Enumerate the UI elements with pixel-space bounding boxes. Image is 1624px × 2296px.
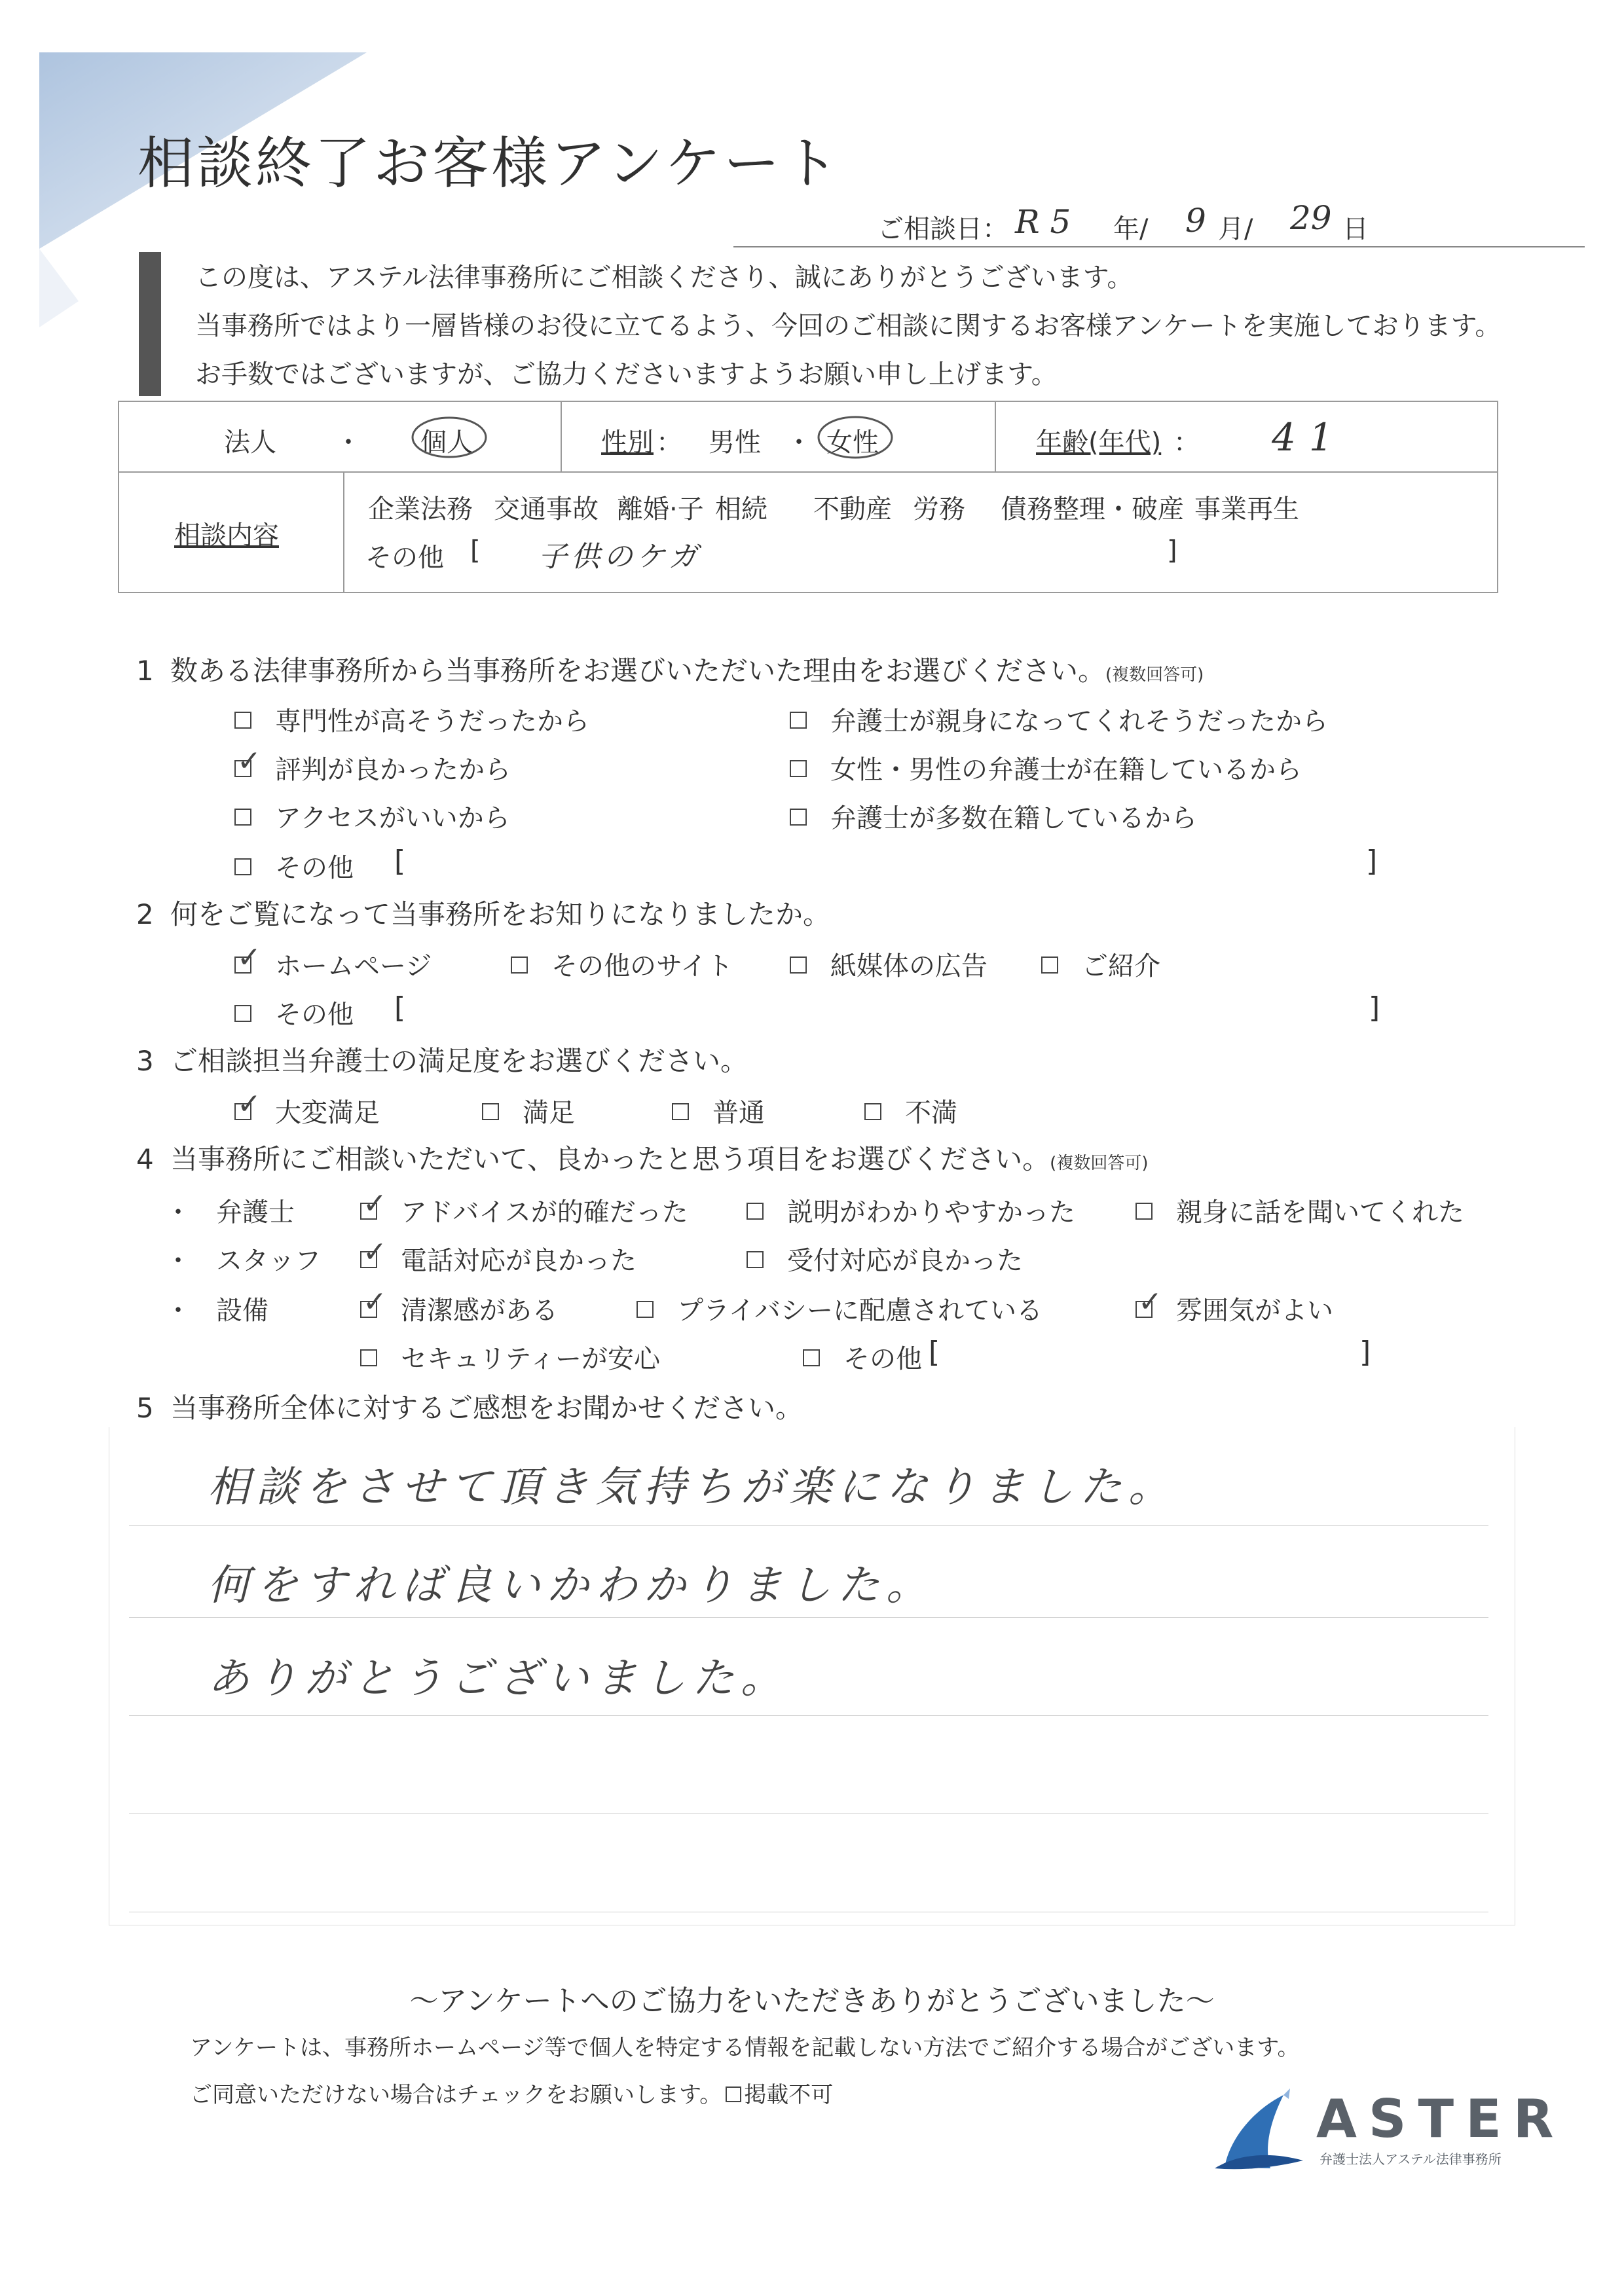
- consult-type-item[interactable]: 交通事故: [494, 494, 599, 524]
- consult-label: 相談内容: [174, 520, 279, 551]
- q4-facility-option-label: 清潔感がある: [401, 1296, 558, 1326]
- q5-heading: [136, 1387, 803, 1426]
- q2-option-label: ご紹介: [1082, 951, 1160, 981]
- q2-option-option[interactable]: [511, 945, 733, 983]
- bullet: ・: [165, 1296, 191, 1326]
- female-circle-mark: [817, 414, 896, 462]
- q4-text: 当事務所にご相談いただいて、良かったと思う項目をお選びください。: [170, 1143, 1050, 1175]
- q4-staff-option-label: 電話対応が良かった: [401, 1246, 637, 1276]
- answer-rule: [129, 1525, 1488, 1526]
- q4-checkbox[interactable]: [803, 1349, 820, 1366]
- q1-option-label: 評判が良かったから: [275, 755, 511, 785]
- q4-checkbox[interactable]: [1135, 1203, 1153, 1220]
- q1-option-option[interactable]: [234, 701, 589, 738]
- separator-dot: ・: [335, 428, 361, 458]
- q3-option-label: 普通: [712, 1098, 765, 1128]
- female-option[interactable]: 女性: [826, 428, 879, 458]
- q4-facility-option-option[interactable]: [360, 1338, 660, 1376]
- q1-option-label: 弁護士が多数在籍しているから: [830, 803, 1197, 833]
- date-day-unit: 日: [1342, 214, 1369, 244]
- q4-staff-option-option[interactable]: [747, 1240, 1023, 1277]
- q1-option-option[interactable]: [234, 749, 511, 786]
- q2-heading: [136, 893, 830, 932]
- q4-staff-label: スタッフ: [216, 1246, 321, 1276]
- q2-option-label: 紙媒体の広告: [830, 951, 987, 981]
- q4-facility-option-label: 雰囲気がよい: [1176, 1296, 1333, 1326]
- logo-name: ASTER: [1316, 2088, 1566, 2149]
- q1-option-label: 弁護士が親身になってくれそうだったから: [830, 706, 1328, 737]
- q4-heading: [136, 1138, 1148, 1177]
- answer-rule: [129, 1617, 1488, 1618]
- q4-facility-option-label: プライバシーに配慮されている: [677, 1296, 1043, 1326]
- q3-checkbox[interactable]: [864, 1103, 881, 1120]
- q4-facility-option-option[interactable]: [360, 1290, 558, 1327]
- q5-text: 当事務所全体に対するご感想をお聞かせください。: [170, 1392, 803, 1424]
- q1-checkbox[interactable]: [790, 809, 807, 826]
- consult-type-item[interactable]: 企業法務: [368, 494, 473, 524]
- q4-note: (複数回答可): [1050, 1154, 1149, 1173]
- thanks-message: ～アンケートへのご協力をいただきありがとうございました～: [409, 1984, 1215, 2018]
- q2-other-checkbox[interactable]: [234, 1005, 251, 1022]
- q1-checkbox[interactable]: [234, 809, 251, 826]
- q1-note: (複数回答可): [1105, 665, 1204, 685]
- consult-type-item[interactable]: 離婚·子: [617, 494, 704, 524]
- q3-text: ご相談担当弁護士の満足度をお選びください。: [170, 1045, 748, 1077]
- q1-other-label: その他: [275, 853, 354, 883]
- intro-line: 当事務所ではより一層皆様のお役に立てるよう、今回のご相談に関するお客様アンケートを実施しております。: [195, 311, 1502, 341]
- consult-other-label[interactable]: その他: [365, 543, 444, 573]
- q4-lawyer-option-label: 説明がわかりやすかった: [787, 1197, 1075, 1228]
- bracket-close: ]: [1359, 1336, 1371, 1369]
- q1-option-option[interactable]: [790, 797, 1197, 835]
- q2-option-label: その他のサイト: [551, 951, 733, 981]
- no-publish-label: 掲載不可: [744, 2082, 834, 2108]
- age-colon: ：: [1173, 428, 1200, 458]
- q1-checkbox[interactable]: [790, 760, 807, 777]
- q3-option-option[interactable]: [234, 1092, 380, 1129]
- q2-other-row[interactable]: [234, 994, 354, 1031]
- consult-type-item[interactable]: 不動産: [813, 494, 892, 524]
- aster-logo-mark: [1211, 2088, 1310, 2174]
- logo-subtitle: 弁護士法人アステル法律事務所: [1320, 2151, 1502, 2167]
- bullet: ・: [165, 1197, 191, 1228]
- q3-option-label: 大変満足: [275, 1098, 380, 1128]
- q4-lawyer-option-option[interactable]: [360, 1192, 688, 1229]
- date-year-unit: 年/: [1113, 214, 1149, 244]
- q4-checkbox[interactable]: [360, 1301, 377, 1318]
- corp-option[interactable]: 法人: [224, 428, 276, 458]
- q1-checkbox[interactable]: [234, 712, 251, 729]
- q1-option-option[interactable]: [234, 797, 510, 835]
- q2-option-option[interactable]: [1041, 945, 1160, 983]
- q2-text: 何をご覧になって当事務所をお知りになりましたか。: [170, 898, 831, 930]
- q4-facility-option-option[interactable]: [803, 1338, 922, 1376]
- intro-line: この度は、アステル法律事務所にご相談くださり、誠にありがとうございます。: [195, 263, 1134, 293]
- q1-number: 1: [136, 655, 154, 687]
- q4-staff-option-label: 受付対応が良かった: [787, 1246, 1023, 1276]
- consult-other-value[interactable]: 子供のケガ: [538, 540, 702, 574]
- q4-lawyer-option-option[interactable]: [1135, 1192, 1464, 1229]
- q1-other-row[interactable]: [234, 847, 354, 884]
- q5-number: 5: [136, 1392, 154, 1424]
- date-day[interactable]: 29: [1290, 199, 1332, 237]
- individual-circle-mark: [411, 415, 490, 461]
- q3-checkbox[interactable]: [672, 1103, 689, 1120]
- aster-logo: [1205, 2088, 1566, 2174]
- answer-rule: [129, 1813, 1488, 1814]
- consult-type-item[interactable]: 債務整理・破産: [1001, 494, 1184, 524]
- date-label: ご相談日：: [877, 214, 1008, 244]
- q4-checkbox[interactable]: [747, 1251, 764, 1268]
- q2-checkbox[interactable]: [234, 957, 251, 974]
- q2-checkbox[interactable]: [1041, 957, 1058, 974]
- q1-checkbox[interactable]: [234, 760, 251, 777]
- consent-note: [190, 2077, 833, 2109]
- q4-facility-label: 設備: [216, 1296, 268, 1326]
- q3-heading: [136, 1040, 748, 1079]
- q2-number: 2: [136, 898, 154, 930]
- no-publish-checkbox[interactable]: [726, 2086, 741, 2102]
- q3-checkbox[interactable]: [234, 1103, 251, 1120]
- date-month[interactable]: 9: [1185, 202, 1206, 240]
- q4-checkbox[interactable]: [360, 1203, 377, 1220]
- q4-checkbox[interactable]: [637, 1301, 654, 1318]
- q4-facility-option-option[interactable]: [637, 1290, 1043, 1327]
- q1-text: 数ある法律事務所から当事務所をお選びいただいた理由をお選びください。: [170, 655, 1106, 687]
- q4-number: 4: [136, 1143, 154, 1175]
- bracket-close: ]: [1369, 991, 1380, 1025]
- q1-option-label: 女性・男性の弁護士が在籍しているから: [830, 755, 1302, 785]
- answer-rule: [129, 1715, 1488, 1716]
- intro-line: お手数ではございますが、ご協力くださいますようお願い申し上げます。: [195, 359, 1058, 390]
- consult-type-item[interactable]: 労務: [913, 494, 965, 524]
- q1-checkbox[interactable]: [790, 712, 807, 729]
- page-title: 相談終了お客様アンケート: [138, 131, 841, 196]
- q2-checkbox[interactable]: [790, 957, 807, 974]
- q2-checkbox[interactable]: [511, 957, 528, 974]
- q5-answer-area[interactable]: [109, 1427, 1515, 1925]
- answer-text-line: ありがとうございました。: [208, 1654, 789, 1703]
- consent-text: ご同意いただけない場合はチェックをお願いします。: [190, 2082, 722, 2108]
- q3-checkbox[interactable]: [482, 1103, 499, 1120]
- bullet: ・: [165, 1246, 191, 1276]
- q4-staff-option-option[interactable]: [360, 1240, 637, 1277]
- q3-option-option[interactable]: [864, 1092, 957, 1129]
- bracket-close: ]: [1366, 845, 1378, 878]
- q3-number: 3: [136, 1045, 154, 1077]
- q4-checkbox[interactable]: [360, 1251, 377, 1268]
- bracket-open: [: [470, 536, 481, 566]
- answer-text-line: 何をすれば良いかわかりました。: [208, 1561, 934, 1610]
- q1-option-label: 専門性が高そうだったから: [275, 706, 589, 737]
- q2-option-option[interactable]: [234, 945, 432, 983]
- q4-lawyer-option-label: アドバイスが的確だった: [401, 1197, 688, 1228]
- bracket-close: ]: [1167, 536, 1177, 566]
- q1-option-option[interactable]: [790, 701, 1328, 738]
- q3-option-option[interactable]: [672, 1092, 765, 1129]
- age-value[interactable]: 41: [1272, 415, 1346, 460]
- intro-accent-bar: [139, 252, 161, 396]
- consultation-date: [733, 199, 1585, 247]
- q1-heading: [136, 649, 1204, 689]
- age-label: 年齢(年代): [1036, 428, 1162, 458]
- q4-checkbox[interactable]: [747, 1203, 764, 1220]
- q1-other-checkbox[interactable]: [234, 858, 251, 875]
- q4-facility-option-label: セキュリティーが安心: [401, 1344, 660, 1374]
- consult-type-list: [368, 488, 1494, 528]
- q4-lawyer-option-label: 親身に話を聞いてくれた: [1176, 1197, 1464, 1228]
- q4-facility-option-label: その他: [843, 1344, 922, 1374]
- date-month-unit: 月/: [1218, 214, 1253, 244]
- q4-checkbox[interactable]: [1135, 1301, 1153, 1318]
- disclosure-note: アンケートは、事務所ホームページ等で個人を特定する情報を記載しない方法でご紹介する場合がございます。: [190, 2035, 1300, 2061]
- q1-option-label: アクセスがいいから: [275, 803, 510, 833]
- gender-label: 性別: [601, 428, 654, 458]
- answer-text-line: 相談をさせて頂き気持ちが楽になりました。: [208, 1463, 1177, 1512]
- q2-option-option[interactable]: [790, 945, 987, 983]
- male-option[interactable]: 男性: [709, 428, 761, 458]
- bracket-open: [: [394, 845, 406, 878]
- bracket-open: [: [394, 991, 406, 1025]
- q3-option-option[interactable]: [482, 1092, 575, 1129]
- q2-option-label: ホームページ: [275, 951, 432, 981]
- q3-option-label: 満足: [523, 1098, 575, 1128]
- q1-option-option[interactable]: [790, 749, 1302, 786]
- gender-colon: ：: [656, 428, 682, 458]
- q2-other-label: その他: [275, 1000, 354, 1030]
- bracket-open: [: [929, 1336, 940, 1369]
- q4-lawyer-option-option[interactable]: [747, 1192, 1075, 1229]
- q3-option-label: 不満: [905, 1098, 957, 1128]
- q4-checkbox[interactable]: [360, 1349, 377, 1366]
- q4-lawyer-label: 弁護士: [216, 1197, 295, 1228]
- q4-facility-option-option[interactable]: [1135, 1290, 1333, 1327]
- individual-option[interactable]: 個人: [420, 428, 473, 458]
- date-era-year[interactable]: R 5: [1015, 203, 1071, 241]
- consult-type-item[interactable]: 事業再生: [1194, 494, 1299, 524]
- separator-dot: ・: [786, 428, 812, 458]
- profile-table: [118, 401, 1498, 593]
- consult-type-item[interactable]: 相続: [715, 494, 767, 524]
